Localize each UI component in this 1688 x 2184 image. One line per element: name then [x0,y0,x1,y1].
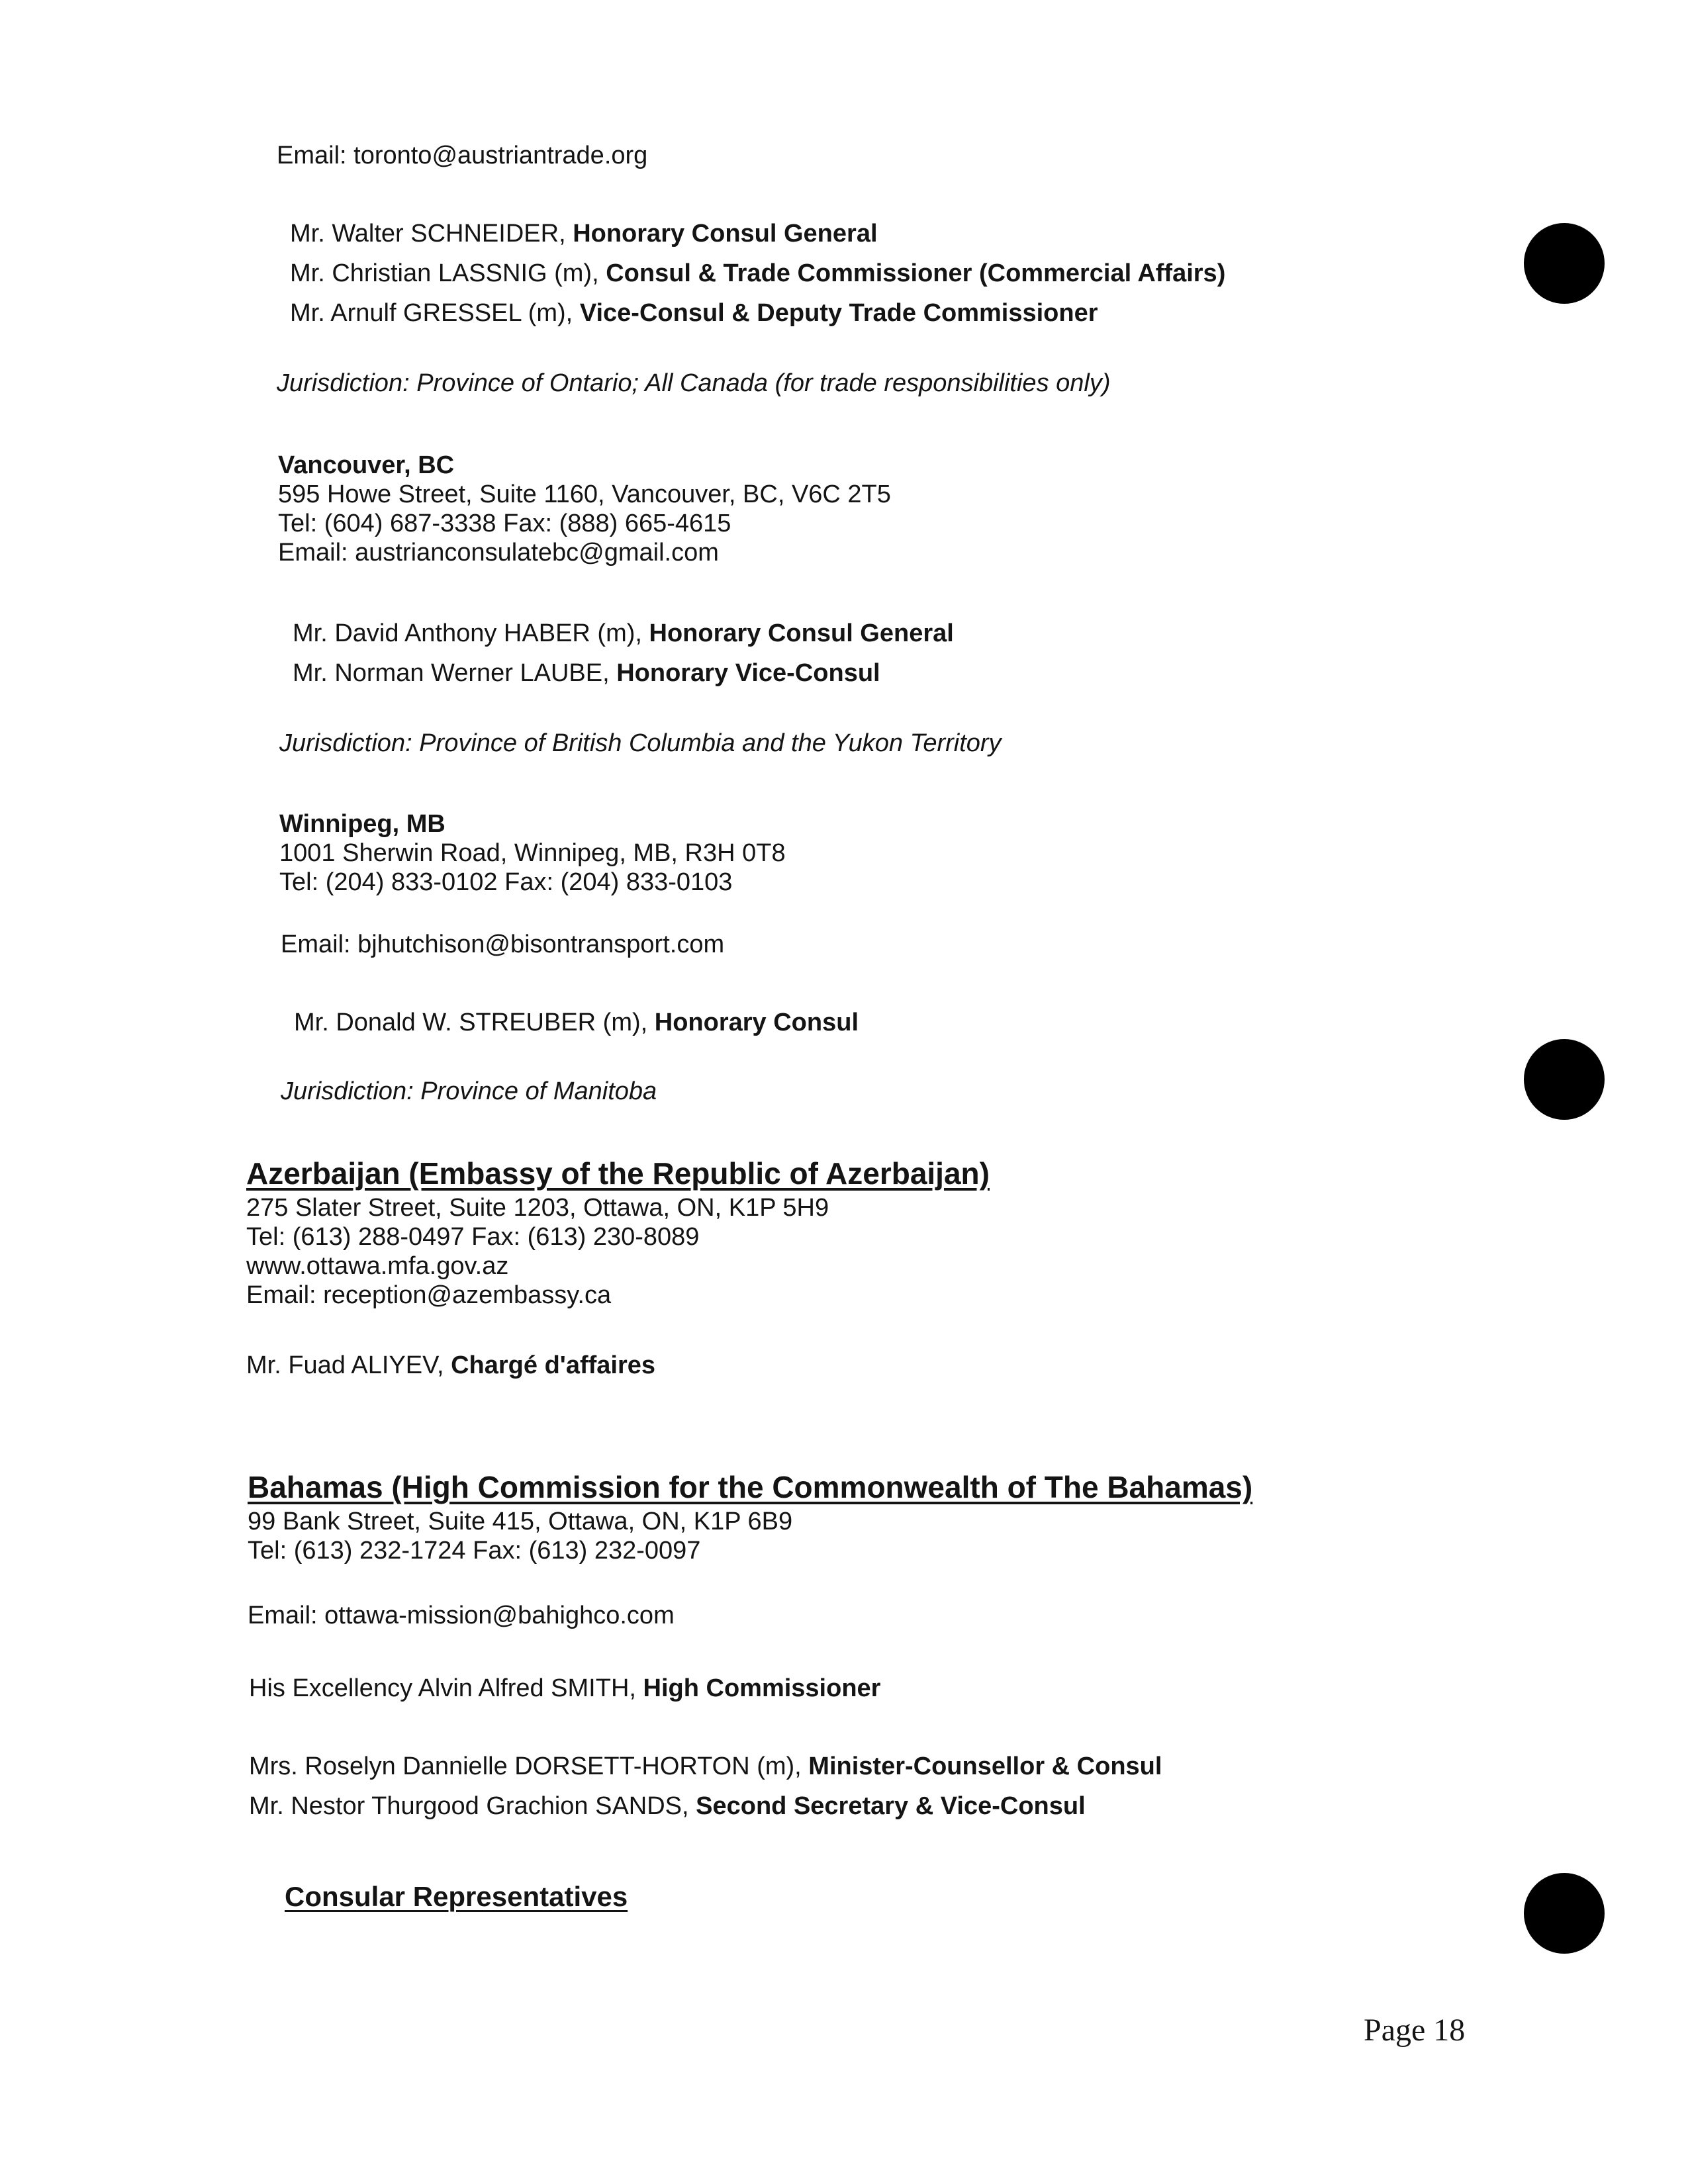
staff-name: Mr. Walter SCHNEIDER, [290,220,573,248]
bahamas-staff-1 [249,1751,1162,1782]
staff-name: Mr. Christian LASSNIG (m), [290,259,606,287]
staff-name: Mrs. Roselyn Dannielle DORSETT-HORTON (m), [249,1752,809,1780]
vancouver-tel-fax: Tel: (604) 687-3338 Fax: (888) 665-4615 [278,510,731,537]
staff-title: Honorary Vice-Consul [616,659,880,687]
bahamas-address: 99 Bank Street, Suite 415, Ottawa, ON, K1P 6B9 [248,1508,793,1535]
page-number: Page 18 [1364,2013,1466,2048]
bahamas-head-of-mission [249,1673,880,1704]
staff-name: Mr. Arnulf GRESSEL (m), [290,299,580,327]
winnipeg-email: Email: bjhutchison@bisontransport.com [281,931,725,958]
azerbaijan-address: 275 Slater Street, Suite 1203, Ottawa, ON, K1P 5H9 [246,1194,829,1222]
toronto-staff-2 [290,258,1225,289]
azerbaijan-heading: Azerbaijan (Embassy of the Republic of Azerbaijan) [246,1156,990,1191]
toronto-email: Email: toronto@austriantrade.org [277,142,648,169]
azerbaijan-staff-1 [246,1350,655,1381]
bahamas-heading: Bahamas (High Commission for the Commonwealth of The Bahamas) [248,1470,1253,1504]
vancouver-city: Vancouver, BC [278,451,455,479]
punch-hole-top [1524,223,1605,304]
staff-title: Consul & Trade Commissioner (Commercial Affairs) [606,259,1226,287]
azerbaijan-tel-fax: Tel: (613) 288-0497 Fax: (613) 230-8089 [246,1223,700,1251]
toronto-jurisdiction: Jurisdiction: Province of Ontario; All Canada (for trade responsibilities only) [277,369,1111,397]
staff-name: Mr. David Anthony HABER (m), [293,619,649,647]
staff-title: Honorary Consul [654,1009,859,1036]
staff-name: Mr. Nestor Thurgood Grachion SANDS, [249,1792,696,1820]
winnipeg-address: 1001 Sherwin Road, Winnipeg, MB, R3H 0T8 [279,839,786,867]
bahamas-tel-fax: Tel: (613) 232-1724 Fax: (613) 232-0097 [248,1537,701,1565]
winnipeg-staff-1 [294,1007,859,1038]
consular-representatives-heading: Consular Representatives [285,1881,628,1912]
bahamas-staff-2 [249,1791,1086,1821]
winnipeg-tel-fax: Tel: (204) 833-0102 Fax: (204) 833-0103 [279,868,733,896]
staff-name: Mr. Fuad ALIYEV, [246,1351,451,1379]
vancouver-staff-1 [293,618,954,649]
staff-title: Vice-Consul & Deputy Trade Commissioner [579,299,1098,327]
vancouver-staff-2 [293,658,880,688]
toronto-staff-3 [290,298,1098,328]
staff-name: Mr. Norman Werner LAUBE, [293,659,617,687]
staff-title: Second Secretary & Vice-Consul [696,1792,1086,1820]
vancouver-address: 595 Howe Street, Suite 1160, Vancouver, BC, V6C 2T5 [278,480,891,508]
staff-title: Minister-Counsellor & Consul [808,1752,1162,1780]
vancouver-email: Email: austrianconsulatebc@gmail.com [278,539,719,567]
staff-title: Honorary Consul General [649,619,954,647]
toronto-staff-1 [290,218,878,249]
winnipeg-city: Winnipeg, MB [279,810,445,838]
staff-title: Chargé d'affaires [451,1351,656,1379]
vancouver-jurisdiction: Jurisdiction: Province of British Columbia and the Yukon Territory [279,729,1002,757]
winnipeg-jurisdiction: Jurisdiction: Province of Manitoba [281,1077,657,1105]
staff-name: Mr. Donald W. STREUBER (m), [294,1009,655,1036]
staff-title: Honorary Consul General [573,220,878,248]
staff-name: His Excellency Alvin Alfred SMITH, [249,1674,643,1702]
bahamas-email: Email: ottawa-mission@bahighco.com [248,1602,675,1629]
azerbaijan-email: Email: reception@azembassy.ca [246,1281,612,1309]
staff-title: High Commissioner [643,1674,881,1702]
azerbaijan-website: www.ottawa.mfa.gov.az [246,1252,509,1280]
punch-hole-middle [1524,1039,1605,1120]
punch-hole-bottom [1524,1873,1605,1954]
